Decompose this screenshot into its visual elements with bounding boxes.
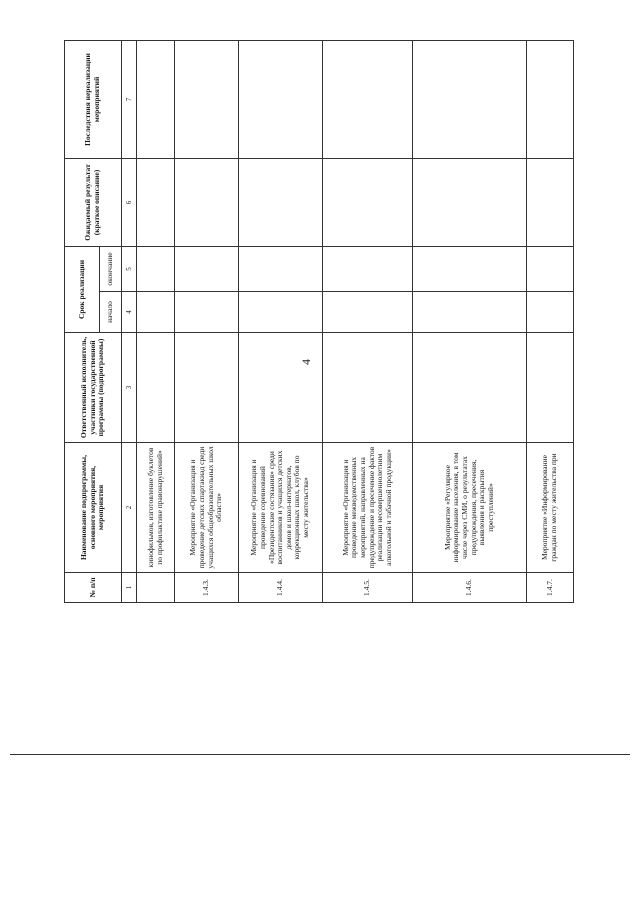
footer-divider	[10, 754, 630, 755]
row-name: Мероприятие «Регулярное информирование населения, в том числе через СМИ, о результатах предупреждения, пресечения, выявления и раскрытия преступлений»	[413, 443, 527, 573]
row-end	[175, 246, 239, 291]
row-name: Мероприятие «Информирование граждан по месту жительства при	[527, 443, 574, 573]
header-period: Срок реализации	[65, 246, 100, 332]
row-executor	[175, 333, 239, 443]
col-number: 7	[122, 40, 137, 158]
row-name: кинофильмов, изготовление буклетов по профилактике правонарушений»	[137, 443, 175, 573]
rotated-table-region	[64, 41, 556, 603]
header-executor: Ответственный исполнитель, участники государственной программы (подпрограммы)	[65, 333, 122, 443]
row-start	[323, 292, 413, 333]
row-end	[137, 246, 175, 291]
row-start	[527, 292, 574, 333]
row-result	[239, 158, 323, 246]
row-result	[323, 158, 413, 246]
table-container	[64, 41, 556, 603]
col-number: 2	[122, 443, 137, 573]
header-name: Наименование подпрограммы, основного мероприятия, мероприятия	[65, 443, 122, 573]
row-name: Мероприятие «Организация и проведение детских спартакиад среди учащихся общеобразовательных школ области»	[175, 443, 239, 573]
page-number: 4	[299, 359, 313, 365]
row-end	[323, 246, 413, 291]
col-number: 4	[122, 292, 137, 333]
table-row	[175, 40, 239, 602]
header-period-start: начало	[99, 292, 121, 333]
row-name: Мероприятие «Организация и проведение межведомственных мероприятий, направленных на предупреждение и пресечение фактов реализации несовершеннолетним алкогольной и табачной продукции»	[323, 443, 413, 573]
col-number: 3	[122, 333, 137, 443]
row-executor	[137, 333, 175, 443]
row-name: Мероприятие «Организация и проведение соревнований «Президентские состязания» среди воспитанников и учащихся детских домов и школ-интернатов, коррекционных школ, клубов по месту жительства»	[239, 443, 323, 573]
row-consequences	[413, 40, 527, 158]
row-consequences	[175, 40, 239, 158]
row-start	[239, 292, 323, 333]
row-consequences	[527, 40, 574, 158]
row-end	[413, 246, 527, 291]
row-executor	[413, 333, 527, 443]
header-period-end: окончание	[99, 246, 121, 291]
table-row	[137, 40, 175, 602]
row-result	[413, 158, 527, 246]
row-consequences	[137, 40, 175, 158]
table-row	[527, 40, 574, 602]
row-start	[413, 292, 527, 333]
row-consequences	[239, 40, 323, 158]
program-table	[64, 40, 574, 603]
row-result	[175, 158, 239, 246]
row-no: 1.4.6.	[413, 573, 527, 603]
table-row	[413, 40, 527, 602]
row-no: 1.4.7.	[527, 573, 574, 603]
row-end	[239, 246, 323, 291]
header-consequences: Последствия нереализации мероприятий	[65, 40, 122, 158]
row-no: 1.4.3.	[175, 573, 239, 603]
row-executor	[239, 333, 323, 443]
row-no: 1.4.4.	[239, 573, 323, 603]
column-number-row	[122, 40, 137, 602]
header-no: № п/п	[65, 573, 122, 603]
col-number: 5	[122, 246, 137, 291]
row-result	[137, 158, 175, 246]
col-number: 6	[122, 158, 137, 246]
row-no: 1.4.5.	[323, 573, 413, 603]
table-row	[239, 40, 323, 602]
row-start	[175, 292, 239, 333]
row-consequences	[323, 40, 413, 158]
row-executor	[527, 333, 574, 443]
row-no	[137, 573, 175, 603]
row-start	[137, 292, 175, 333]
row-result	[527, 158, 574, 246]
row-executor	[323, 333, 413, 443]
header-row	[65, 40, 100, 602]
row-end	[527, 246, 574, 291]
header-result: Ожидаемый результат (краткое описание)	[65, 158, 122, 246]
col-number: 1	[122, 573, 137, 603]
table-row	[323, 40, 413, 602]
